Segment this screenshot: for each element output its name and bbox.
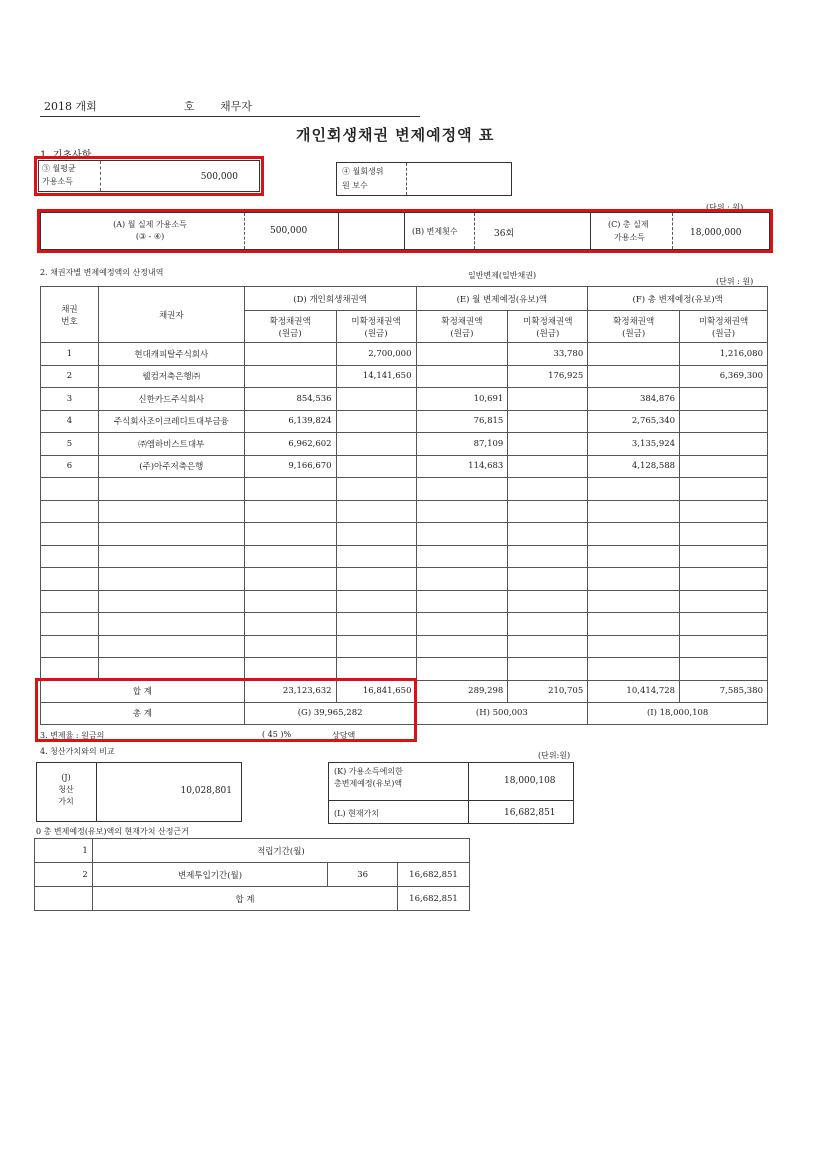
cell-creditor <box>98 523 244 546</box>
sub-fixed-f: 확정채권액 <box>613 316 655 327</box>
cell-e2: 33,780 <box>508 343 588 366</box>
case-year: 2018 개회 <box>44 100 97 113</box>
sub-unfixed-f: 미확정채권액 <box>698 316 749 327</box>
sub-principal-d2: (원금) <box>364 328 388 339</box>
cell-f1 <box>588 343 680 366</box>
cell-no: 1 <box>41 343 99 366</box>
cell-d2 <box>336 500 416 523</box>
cell-f2 <box>680 545 768 568</box>
cell-d2 <box>336 410 416 433</box>
cell-f1: 384,876 <box>588 388 680 411</box>
cell-e1: 114,683 <box>416 455 508 478</box>
section2-heading: 2. 채권자별 변제예정액의 산정내역 <box>40 268 164 277</box>
cell-e1 <box>416 590 508 613</box>
cell-no <box>41 523 99 546</box>
table-row <box>41 613 768 636</box>
cell-e2 <box>508 455 588 478</box>
cell-e1 <box>416 500 508 523</box>
k-label1: (K) 가용소득에의한 <box>334 767 403 776</box>
col-creditor: 채권자 <box>98 287 244 343</box>
cell-f1 <box>588 523 680 546</box>
cell-d1: 6,962,602 <box>244 433 336 456</box>
j-value: 10,028,801 <box>180 786 232 796</box>
a-label1: (A) 월 실제 가용소득 <box>113 220 187 229</box>
cell-creditor <box>98 478 244 501</box>
cell-e2 <box>508 590 588 613</box>
cell-f1 <box>588 590 680 613</box>
table-row <box>41 500 768 523</box>
l-label: (L) 현재가치 <box>334 809 380 818</box>
cell-no <box>41 658 99 681</box>
cell-d2 <box>336 388 416 411</box>
table-row <box>41 365 768 388</box>
sum-e2: 210,705 <box>508 680 588 702</box>
total-label: 총 계 <box>41 702 245 724</box>
cell-e2 <box>508 613 588 636</box>
cell-d1 <box>244 478 336 501</box>
table-row <box>41 478 768 501</box>
cell-d2: 14,141,650 <box>336 365 416 388</box>
cell-d2 <box>336 590 416 613</box>
creditor-table <box>40 286 768 725</box>
cell-d2 <box>336 613 416 636</box>
cell-f2 <box>680 388 768 411</box>
debtor-label: 채무자 <box>220 100 252 113</box>
pv-row2-no: 2 <box>35 863 93 887</box>
cell-d2 <box>336 455 416 478</box>
cell-d2 <box>336 478 416 501</box>
highlight-abc <box>37 209 773 253</box>
j-label: (J) 청산 가치 <box>58 773 74 806</box>
cell-creditor <box>98 568 244 591</box>
cell-f1 <box>588 635 680 658</box>
cell-no <box>41 613 99 636</box>
b-value: 36회 <box>494 229 515 239</box>
cell-d1: 854,536 <box>244 388 336 411</box>
unit-label-3: (단위:원) <box>538 751 571 760</box>
section3-rate: ( 45 )% <box>262 730 292 739</box>
pv-table <box>34 838 470 911</box>
cell-e2 <box>508 500 588 523</box>
cell-d1 <box>244 523 336 546</box>
sum-label: 합 계 <box>41 680 245 702</box>
cell-d1 <box>244 365 336 388</box>
cell-d1 <box>244 568 336 591</box>
total-g: (G) 39,965,282 <box>244 702 416 724</box>
cell-d1 <box>244 500 336 523</box>
table-row <box>41 343 768 366</box>
cell-e2 <box>508 433 588 456</box>
cell-no <box>41 568 99 591</box>
cell-e2 <box>508 478 588 501</box>
sum-f1: 10,414,728 <box>588 680 680 702</box>
k-value: 18,000,108 <box>504 776 556 786</box>
pv-sum-value: 16,682,851 <box>398 887 470 911</box>
section1-heading: 1. 기초사항 <box>40 150 92 161</box>
sub-unfixed-e: 미확정채권액 <box>523 316 573 327</box>
highlight-item3 <box>34 156 264 196</box>
col-f: (F) 총 변제예정(유보)액 <box>588 287 768 311</box>
table-row <box>41 455 768 478</box>
cell-f2 <box>680 590 768 613</box>
cell-no: 4 <box>41 410 99 433</box>
pv-row1-label: 적립기간(월) <box>92 839 469 863</box>
cell-e2 <box>508 568 588 591</box>
sub-principal-e1: (원금) <box>450 328 474 339</box>
cell-f1 <box>588 478 680 501</box>
cell-f2 <box>680 455 768 478</box>
section3-suffix: 상당액 <box>332 731 356 740</box>
cell-creditor: 주식회사조이크레디트대부금융 <box>98 410 244 433</box>
table-row <box>41 523 768 546</box>
sum-f2: 7,585,380 <box>680 680 768 702</box>
cell-f2: 1,216,080 <box>680 343 768 366</box>
section4-heading: 4. 청산가치와의 비교 <box>40 747 115 756</box>
cell-d1 <box>244 635 336 658</box>
cell-e1 <box>416 523 508 546</box>
cell-e1 <box>416 478 508 501</box>
col-d: (D) 개인회생채권액 <box>244 287 416 311</box>
cell-f1: 2,765,340 <box>588 410 680 433</box>
cell-e1 <box>416 568 508 591</box>
total-i: (I) 18,000,108 <box>588 702 768 724</box>
cell-e2 <box>508 523 588 546</box>
cell-f1 <box>588 568 680 591</box>
table-row <box>41 635 768 658</box>
cell-f2 <box>680 410 768 433</box>
cell-d2 <box>336 658 416 681</box>
cell-creditor: 신한카드주식회사 <box>98 388 244 411</box>
sub-principal-d1: (원금) <box>278 328 302 339</box>
cell-creditor: 현대캐피탈주식회사 <box>98 343 244 366</box>
item3-label1: ③ 월평균 <box>42 164 76 173</box>
cell-creditor <box>98 613 244 636</box>
pv-row1-no: 1 <box>35 839 93 863</box>
cell-d2 <box>336 568 416 591</box>
cell-creditor: 웰컴저축은행㈜ <box>98 365 244 388</box>
cell-no: 3 <box>41 388 99 411</box>
cell-no <box>41 545 99 568</box>
table-row <box>41 658 768 681</box>
cell-d1 <box>244 545 336 568</box>
cell-creditor <box>98 545 244 568</box>
cell-no <box>41 478 99 501</box>
sub-principal-e2: (원금) <box>536 328 560 339</box>
cell-f2: 6,369,300 <box>680 365 768 388</box>
cell-e2 <box>508 388 588 411</box>
cell-no <box>41 500 99 523</box>
item4-label1: ④ 월회생위 <box>342 167 384 176</box>
cell-no: 6 <box>41 455 99 478</box>
cell-creditor <box>98 658 244 681</box>
cell-f2 <box>680 658 768 681</box>
sum-e1: 289,298 <box>416 680 508 702</box>
cell-d1: 9,166,670 <box>244 455 336 478</box>
sub-unfixed-d: 미확정채권액 <box>351 316 401 327</box>
b-label: (B) 변제횟수 <box>412 227 458 236</box>
cell-creditor <box>98 500 244 523</box>
cell-f2 <box>680 523 768 546</box>
cell-e1 <box>416 658 508 681</box>
cell-f1 <box>588 613 680 636</box>
table-row <box>41 568 768 591</box>
k-label2: 총변제예정(유보)액 <box>334 779 403 788</box>
cell-d2: 2,700,000 <box>336 343 416 366</box>
cell-d2 <box>336 523 416 546</box>
item3-value: 500,000 <box>200 172 238 182</box>
highlight-totals <box>35 678 417 742</box>
cell-e1 <box>416 343 508 366</box>
cell-e2 <box>508 658 588 681</box>
sub-fixed-e: 확정채권액 <box>441 316 483 327</box>
page-title: 개인회생채권 변제예정액 표 <box>296 126 495 144</box>
sub-principal-f1: (원금) <box>622 328 646 339</box>
cell-e1 <box>416 365 508 388</box>
cell-no: 5 <box>41 433 99 456</box>
cell-d2 <box>336 545 416 568</box>
item4-label2: 원 보수 <box>342 181 368 190</box>
cell-e2 <box>508 410 588 433</box>
cell-d1 <box>244 343 336 366</box>
cell-e1 <box>416 545 508 568</box>
cell-f1 <box>588 658 680 681</box>
cell-e2 <box>508 635 588 658</box>
cell-e1 <box>416 635 508 658</box>
item3-label2: 가용소득 <box>42 177 73 186</box>
pv-sum-label: 합 계 <box>92 887 397 911</box>
l-value: 16,682,851 <box>504 808 556 818</box>
cell-d1 <box>244 658 336 681</box>
pv-row2-label: 변제투입기간(월) <box>92 863 327 887</box>
cell-no <box>41 635 99 658</box>
a-label2: (③ - ④) <box>135 232 165 241</box>
case-ho: 호 <box>184 100 195 113</box>
cell-e1 <box>416 613 508 636</box>
cell-no: 2 <box>41 365 99 388</box>
sub-principal-f2: (원금) <box>712 328 736 339</box>
cell-e1: 10,691 <box>416 388 508 411</box>
cell-f2 <box>680 478 768 501</box>
cell-creditor: (주)아주저축은행 <box>98 455 244 478</box>
table-row <box>41 433 768 456</box>
cell-f1 <box>588 365 680 388</box>
cell-d2 <box>336 635 416 658</box>
sub-fixed-d: 확정채권액 <box>269 316 311 327</box>
cell-d1 <box>244 590 336 613</box>
col-e: (E) 월 변제예정(유보)액 <box>416 287 588 311</box>
col-no: 채권 번호 <box>41 287 99 343</box>
pv-row2-value: 16,682,851 <box>398 863 470 887</box>
cell-f2 <box>680 568 768 591</box>
cell-f1 <box>588 545 680 568</box>
c-label1: (C) 총 실제 <box>608 220 649 229</box>
cell-f2 <box>680 635 768 658</box>
table-row <box>41 545 768 568</box>
cell-f1 <box>588 500 680 523</box>
cell-e1: 76,815 <box>416 410 508 433</box>
header-underline <box>40 116 420 117</box>
cell-no <box>41 590 99 613</box>
unit-label-1: (단위 : 원) <box>706 203 744 212</box>
table-row <box>41 410 768 433</box>
a-value: 500,000 <box>270 226 308 236</box>
section5-heading: 0 총 변제예정(유보)액의 현재가치 산정근거 <box>36 827 189 836</box>
c-label2: 가용소득 <box>614 233 645 242</box>
cell-creditor <box>98 635 244 658</box>
cell-creditor <box>98 590 244 613</box>
cell-f1: 4,128,588 <box>588 455 680 478</box>
unit-label-2: (단위 : 원) <box>716 277 754 286</box>
sum-d1: 23,123,632 <box>244 680 336 702</box>
cell-d1: 6,139,824 <box>244 410 336 433</box>
table-row <box>41 388 768 411</box>
cell-e2: 176,925 <box>508 365 588 388</box>
table-row <box>41 590 768 613</box>
section3-label: 3. 변제율 : 원금의 <box>40 731 105 740</box>
cell-f2 <box>680 500 768 523</box>
cell-d1 <box>244 613 336 636</box>
cell-d2 <box>336 433 416 456</box>
total-h: (H) 500,003 <box>416 702 588 724</box>
section2-type: 일반변제(일반채권) <box>468 271 537 280</box>
cell-e1: 87,109 <box>416 433 508 456</box>
cell-f2 <box>680 613 768 636</box>
cell-f2 <box>680 433 768 456</box>
cell-creditor: ㈜엠하비스트대부 <box>98 433 244 456</box>
sum-d2: 16,841,650 <box>336 680 416 702</box>
pv-row2-months: 36 <box>328 863 398 887</box>
cell-e2 <box>508 545 588 568</box>
c-value: 18,000,000 <box>690 228 742 238</box>
cell-f1: 3,135,924 <box>588 433 680 456</box>
